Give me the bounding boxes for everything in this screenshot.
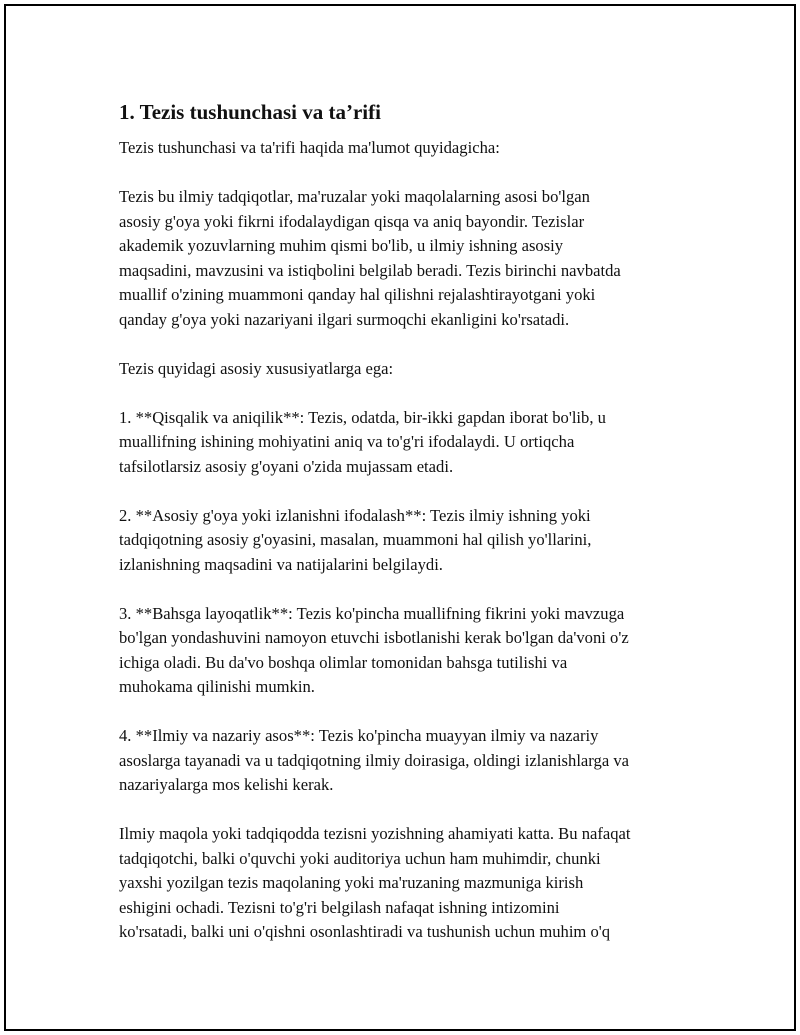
text-line: muallifning ishining mohiyatini aniq va to'g'ri ifodalaydi. U ortiqcha	[119, 432, 575, 451]
text-line: Ilmiy maqola yoki tadqiqodda tezisni yozishning ahamiyati katta. Bu nafaqat	[119, 824, 631, 843]
document-content	[119, 98, 709, 969]
text-line: maqsadini, mavzusini va istiqbolini belgilab beradi. Tezis birinchi navbatda	[119, 260, 621, 280]
text-line: muallif o'zining muammoni qanday hal qilishni rejalashtirayotgani yoki	[119, 285, 596, 304]
text-line: ichiga oladi. Bu da'vo boshqa olimlar tomonidan bahsga tutilishi va	[119, 652, 568, 672]
document-page	[4, 4, 796, 1031]
text-line: nazariyalarga mos kelishi kerak.	[119, 775, 334, 794]
text-line: yaxshi yozilgan tezis maqolaning yoki ma'ruzaning mazmuniga kirish	[119, 873, 584, 892]
paragraph-importance	[119, 822, 709, 945]
text-line: tafsilotlarsiz asosiy g'oyani o'zida mujassam etadi.	[119, 456, 454, 476]
text-line: ko'rsatadi, balki uni o'qishni osonlashtiradi va tushunish uchun muhim o'q	[119, 922, 611, 941]
text-line: Tezis quyidagi asosiy xususiyatlarga ega:	[119, 358, 394, 378]
text-line: qanday g'oya yoki nazariyani ilgari surmoqchi ekanligini ko'rsatadi.	[119, 309, 570, 329]
text-line: bo'lgan yondashuvini namoyon etuvchi isbotlanishi kerak bo'lgan da'voni o'z	[119, 628, 629, 647]
text-line: muhokama qilinishi mumkin.	[119, 677, 315, 696]
paragraph-intro	[119, 136, 709, 161]
paragraph-features-intro	[119, 357, 709, 382]
text-line: 4. **Ilmiy va nazariy asos**: Tezis ko'pincha muayyan ilmiy va nazariy	[119, 726, 599, 745]
text-line: akademik yozuvlarning muhim qismi bo'lib, u ilmiy ishning asosiy	[119, 236, 564, 255]
text-line: 3. **Bahsga layoqatlik**: Tezis ko'pincha muallifning fikrini yoki mavzuga	[119, 603, 625, 623]
list-item-2	[119, 504, 709, 578]
section-heading: 1. Tezis tushunchasi va ta’rifi	[119, 100, 381, 124]
text-line: 1. **Qisqalik va aniqilik**: Tezis, odatda, bir-ikki gapdan iborat bo'lib, u	[119, 407, 606, 427]
text-line: Tezis tushunchasi va ta'rifi haqida ma'lumot quyidagicha:	[119, 138, 500, 157]
text-line: asosiy g'oya yoki fikrni ifodalaydigan qisqa va aniq bayondir. Tezislar	[119, 211, 585, 231]
text-line: tadqiqotning asosiy g'oyasini, masalan, muammoni hal qilish yo'llarini,	[119, 530, 592, 549]
text-line: izlanishning maqsadini va natijalarini belgilaydi.	[119, 554, 443, 574]
text-line: eshigini ochadi. Tezisni to'g'ri belgilash nafaqat ishning intizomini	[119, 897, 560, 917]
list-item-3	[119, 602, 709, 700]
text-line: 2. **Asosiy g'oya yoki izlanishni ifodalash**: Tezis ilmiy ishning yoki	[119, 505, 591, 525]
text-line: tadqiqotchi, balki o'quvchi yoki auditoriya uchun ham muhimdir, chunki	[119, 848, 601, 868]
text-line: asoslarga tayanadi va u tadqiqotning ilmiy doirasiga, oldingi izlanishlarga va	[119, 750, 629, 770]
list-item-4	[119, 724, 709, 798]
list-item-1	[119, 406, 709, 480]
paragraph-definition	[119, 185, 709, 332]
text-line: Tezis bu ilmiy tadqiqotlar, ma'ruzalar yoki maqolalarning asosi bo'lgan	[119, 187, 590, 206]
